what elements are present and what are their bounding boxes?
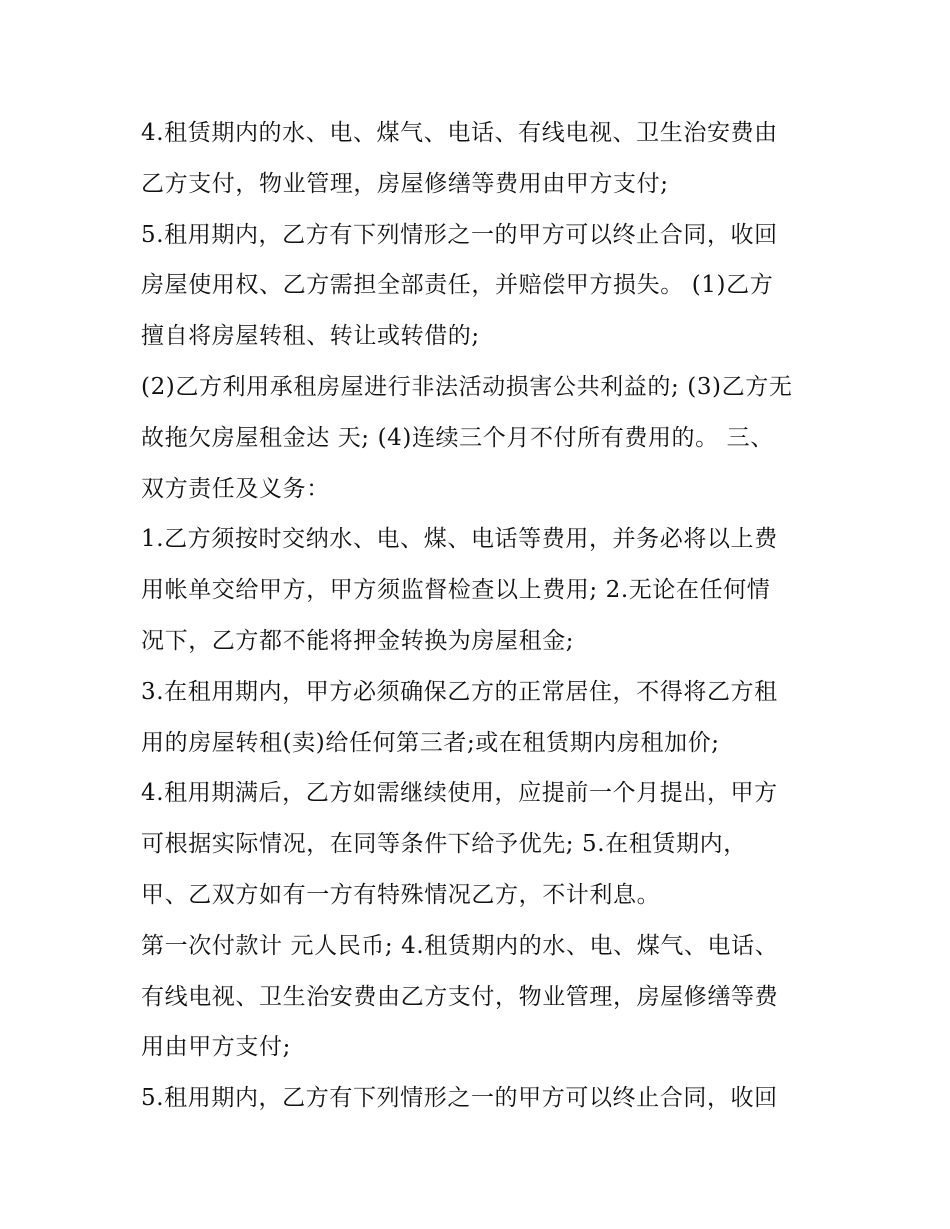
text-line: 可根据实际情况，在同等条件下给予优先; 5.在租赁期内， <box>141 831 747 858</box>
text-line: 用由甲方支付; <box>141 1034 291 1061</box>
text-line: 双方责任及义务： <box>141 475 330 502</box>
text-line: 5.租用期内，乙方有下列情形之一的甲方可以终止合同，收回 <box>141 1085 778 1112</box>
text-line: 5.租用期内，乙方有下列情形之一的甲方可以终止合同，收回 <box>141 221 778 248</box>
text-line: 用帐单交给甲方，甲方须监督检查以上费用; 2.无论在任何情 <box>141 577 771 604</box>
text-line: 3.在租用期内，甲方必须确保乙方的正常居住，不得将乙方租 <box>141 678 778 705</box>
text-line: 4.租赁期内的水、电、煤气、电话、有线电视、卫生治安费由 <box>141 120 778 146</box>
text-line: (2)乙方利用承租房屋进行非法活动损害公共利益的; (3)乙方无 <box>141 373 793 400</box>
text-line: 乙方支付，物业管理，房屋修缮等费用由甲方支付; <box>141 170 669 197</box>
text-line: 1.乙方须按时交纳水、电、煤、电话等费用，并务必将以上费 <box>141 526 778 553</box>
text-line: 4.租用期满后，乙方如需继续使用，应提前一个月提出，甲方 <box>141 780 778 807</box>
text-line: 房屋使用权、乙方需担全部责任，并赔偿甲方损失。 (1)乙方 <box>141 272 774 299</box>
text-line: 用的房屋转租(卖)给任何第三者;或在租赁期内房租加价; <box>141 729 720 756</box>
text-line: 有线电视、卫生治安费由乙方支付，物业管理，房屋修缮等费 <box>141 983 779 1010</box>
text-line: 甲、乙双方如有一方有特殊情况乙方，不计利息。 <box>141 881 661 908</box>
text-line: 擅自将房屋转租、转让或转借的; <box>141 323 480 350</box>
contract-text <box>141 108 821 1124</box>
text-line: 第一次付款计 元人民币; 4.租赁期内的水、电、煤气、电话、 <box>141 932 779 959</box>
text-line: 况下，乙方都不能将押金转换为房屋租金; <box>141 627 575 654</box>
text-line: 故拖欠房屋租金达 天; (4)连续三个月不付所有费用的。 三、 <box>141 424 774 451</box>
